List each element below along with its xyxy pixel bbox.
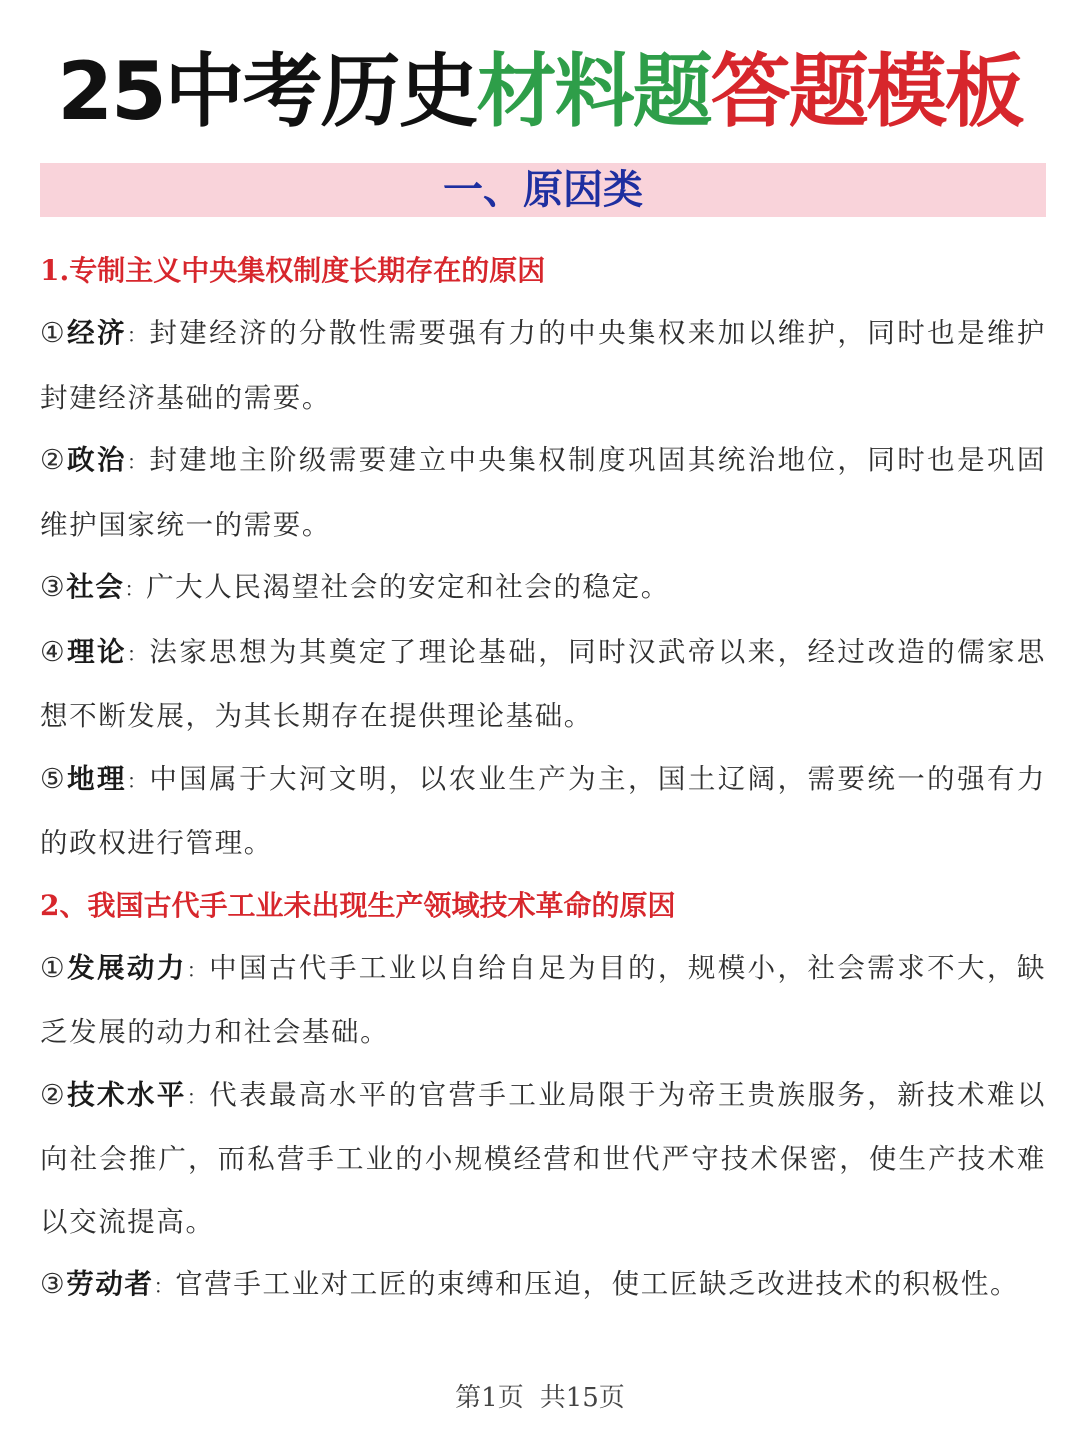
list-item <box>40 621 1046 748</box>
item-text: 中国古代手工业以自给自足为目的，规模小，社会需求不大，缺乏发展的动力和社会基础。 <box>40 951 1046 1048</box>
question-heading-2: 2、我国古代手工业未出现生产领域技术革命的原因 <box>40 888 676 922</box>
item-text: 法家思想为其奠定了理论基础，同时汉武帝以来，经过改造的儒家思想不断发展，为其长期存在提供理论基础。 <box>40 635 1046 732</box>
list-item <box>40 1064 1046 1254</box>
item-label: 理论 <box>67 635 127 668</box>
item-text: 封建经济的分散性需要强有力的中央集权来加以维护，同时也是维护封建经济基础的需要。 <box>40 317 1046 414</box>
page-footer <box>0 1378 1080 1418</box>
item-colon: ： <box>186 957 210 982</box>
list-item <box>40 429 1046 556</box>
item-text: 中国属于大河文明，以农业生产为主，国土辽阔，需要统一的强有力的政权进行管理。 <box>40 762 1046 859</box>
item-colon: ： <box>126 641 150 666</box>
item-number: ② <box>40 444 68 476</box>
item-number: ③ <box>40 571 67 603</box>
item-number: ③ <box>40 1268 67 1300</box>
title-part-red: 答题模板 <box>710 45 1023 138</box>
list-item <box>40 302 1046 429</box>
page-number: 第1页 <box>455 1383 524 1413</box>
item-number: ① <box>40 951 68 984</box>
title-part-green: 材料题 <box>476 45 711 138</box>
item-colon: ： <box>126 323 150 347</box>
item-number: ① <box>40 317 68 349</box>
item-number: ② <box>40 1078 68 1111</box>
section-banner <box>40 163 1046 217</box>
content-body <box>40 240 1046 1318</box>
item-label: 社会 <box>66 571 125 603</box>
item-colon: ： <box>124 577 147 601</box>
page-total: 共15页 <box>539 1383 625 1413</box>
title-part-black: 25中考历史 <box>57 45 477 138</box>
item-colon: ： <box>126 768 150 793</box>
item-label: 劳动者 <box>66 1268 154 1300</box>
item-label: 地理 <box>67 762 127 795</box>
item-colon: ： <box>186 1084 210 1109</box>
item-label: 经济 <box>67 317 127 349</box>
item-number: ④ <box>40 635 68 668</box>
list-item <box>40 937 1046 1064</box>
item-label: 发展动力 <box>67 951 187 984</box>
item-colon: ： <box>126 450 150 474</box>
item-colon: ： <box>153 1274 176 1298</box>
item-label: 技术水平 <box>67 1078 187 1111</box>
question-heading-1: 1.专制主义中央集权制度长期存在的原因 <box>40 254 546 287</box>
item-text: 封建地主阶级需要建立中央集权制度巩固其统治地位，同时也是巩固维护国家统一的需要。 <box>40 444 1046 541</box>
item-label: 政治 <box>67 444 127 476</box>
list-item <box>40 748 1046 875</box>
section-heading: 一、原因类 <box>443 166 643 213</box>
list-item <box>40 556 1046 621</box>
item-text: 官营手工业对工匠的束缚和压迫，使工匠缺乏改进技术的积极性。 <box>175 1268 1020 1300</box>
item-number: ⑤ <box>40 762 68 795</box>
item-text: 代表最高水平的官营手工业局限于为帝王贵族服务，新技术难以向社会推广，而私营手工业的小规模经营和世代严守技术保密，使生产技术难以交流提高。 <box>40 1078 1046 1238</box>
page-title <box>0 42 1080 142</box>
item-text: 广大人民渴望社会的安定和社会的稳定。 <box>146 571 670 603</box>
list-item <box>40 1253 1046 1318</box>
